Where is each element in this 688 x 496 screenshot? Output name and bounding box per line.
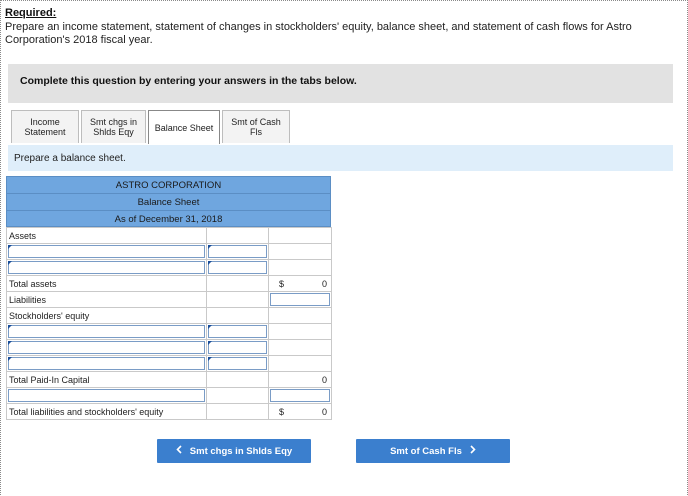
asset-amount-cell[interactable] [207, 260, 269, 276]
dollar-sign: $ [279, 406, 285, 417]
tab-stmt-cash-flows[interactable] [222, 110, 290, 143]
table-row [7, 276, 332, 292]
liabilities-amount-input[interactable] [270, 293, 330, 306]
chevron-left-icon [176, 445, 182, 457]
table-row [7, 244, 332, 260]
table-row [7, 308, 332, 324]
table-row [7, 388, 332, 404]
instruction-text: Prepare a balance sheet. [14, 153, 126, 164]
equity-amount-cell[interactable] [207, 356, 269, 372]
asset-account-input[interactable] [8, 245, 205, 258]
equity-account-dropdown[interactable] [7, 324, 207, 340]
equity-amount-input[interactable] [208, 341, 267, 354]
equity-account-input[interactable] [8, 325, 205, 338]
next-tab-button-label: Smt of Cash Fls [390, 445, 462, 457]
equity-amount-input[interactable] [208, 357, 267, 370]
liabilities-label: Liabilities [7, 292, 207, 308]
total-liabilities-equity-amount [269, 404, 332, 420]
required-text: Prepare an income statement, statement of changes in stockholders' equity, balance sheet, and statement of cash flows for Astro Corporation's 2018 fiscal year. [5, 21, 632, 46]
asset-amount-input[interactable] [208, 245, 267, 258]
equity-amount-cell[interactable] [207, 324, 269, 340]
tab-label-line2: Shlds Eqy [93, 127, 134, 137]
next-tab-button[interactable] [356, 439, 510, 463]
equity-amount-input[interactable] [208, 325, 267, 338]
dollar-sign: $ [279, 278, 285, 289]
equity-account-dropdown[interactable] [7, 340, 207, 356]
table-row [7, 292, 332, 308]
table-row [7, 340, 332, 356]
total-assets-label: Total assets [7, 276, 207, 292]
assets-label: Assets [7, 228, 207, 244]
equity-account-dropdown[interactable] [7, 388, 207, 404]
tab-label-line1: Smt of Cash [231, 117, 281, 127]
equity-account-input[interactable] [8, 389, 205, 402]
tab-label-line2: Statement [24, 127, 66, 137]
tab-label-line1: Income [30, 117, 60, 127]
table-row [7, 356, 332, 372]
retained-earnings-amount-cell[interactable] [269, 388, 332, 404]
asset-amount-cell[interactable] [207, 244, 269, 260]
tab-stmt-changes-equity[interactable] [81, 110, 146, 143]
asset-account-dropdown[interactable] [7, 260, 207, 276]
equity-account-input[interactable] [8, 357, 205, 370]
tab-label-line1: Smt chgs in [89, 117, 138, 127]
asset-amount-input[interactable] [208, 261, 267, 274]
equity-account-dropdown[interactable] [7, 356, 207, 372]
tab-label-line2: Fls [250, 127, 262, 137]
balance-sheet-table [6, 227, 332, 420]
liabilities-amount-cell[interactable] [269, 292, 332, 308]
table-row [7, 260, 332, 276]
statement-title: Balance Sheet [6, 193, 331, 210]
balance-sheet [6, 176, 331, 420]
tab-income-statement[interactable] [11, 110, 79, 143]
table-row [7, 228, 332, 244]
tab-label: Balance Sheet [154, 122, 214, 133]
total-liabilities-equity-value: 0 [321, 406, 327, 417]
stockholders-equity-label: Stockholders' equity [7, 308, 207, 324]
prev-tab-button-label: Smt chgs in Shlds Eqy [189, 445, 293, 457]
prev-tab-button[interactable] [157, 439, 311, 463]
total-liabilities-equity-label: Total liabilities and stockholders' equity [7, 404, 207, 420]
equity-amount-cell[interactable] [207, 340, 269, 356]
total-paid-in-capital-label: Total Paid-In Capital [7, 372, 207, 388]
company-name: ASTRO CORPORATION [6, 176, 331, 193]
complete-question-text: Complete this question by entering your answers in the tabs below. [20, 75, 357, 87]
chevron-right-icon [470, 445, 476, 457]
table-row [7, 372, 332, 388]
equity-account-input[interactable] [8, 341, 205, 354]
table-row [7, 404, 332, 420]
statement-date: As of December 31, 2018 [6, 210, 331, 227]
total-paid-in-capital-value: 0 [269, 372, 332, 388]
table-row [7, 324, 332, 340]
asset-account-dropdown[interactable] [7, 244, 207, 260]
total-assets-value: 0 [321, 278, 327, 289]
complete-question-bar [8, 64, 673, 103]
instruction-bar [8, 145, 673, 171]
retained-earnings-amount-input[interactable] [270, 389, 330, 402]
tab-balance-sheet[interactable] [148, 110, 220, 144]
total-assets-amount [269, 276, 332, 292]
asset-account-input[interactable] [8, 261, 205, 274]
required-heading: Required: [5, 7, 57, 19]
